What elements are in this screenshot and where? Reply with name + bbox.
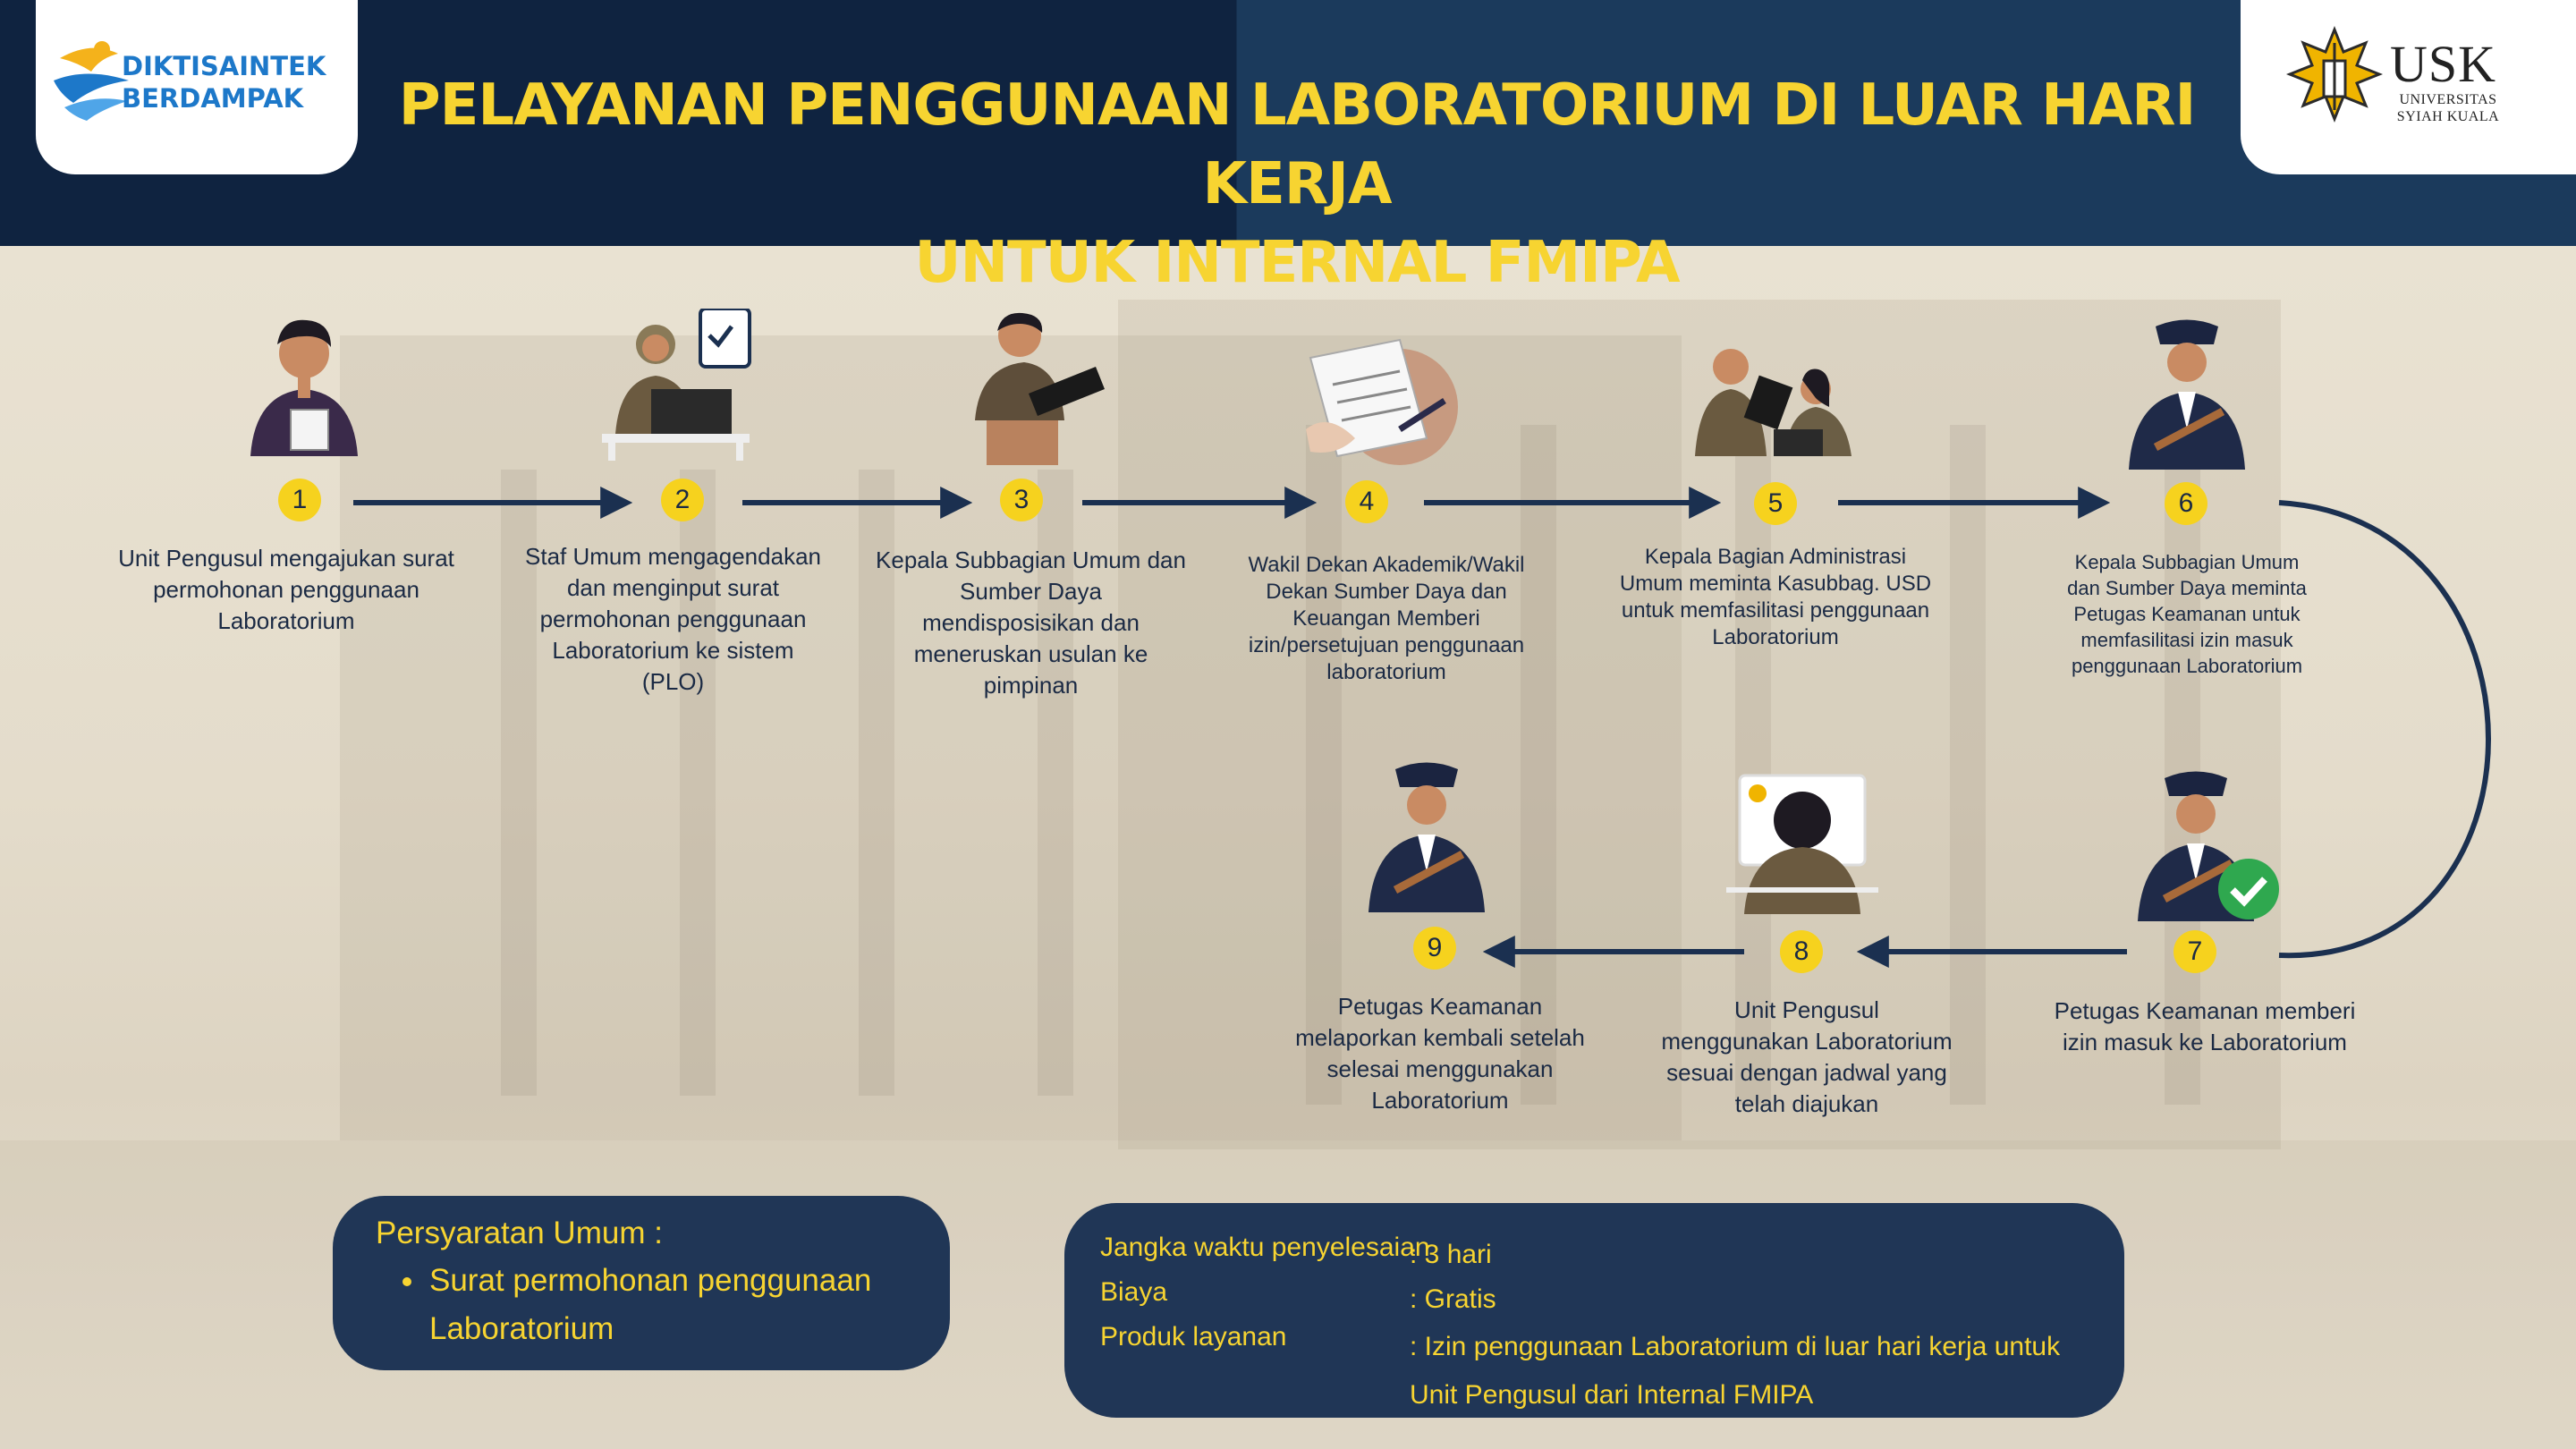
duration-value: : 3 hari [1410, 1240, 1492, 1269]
cost-value: : Gratis [1410, 1284, 1496, 1314]
cost-label: Biaya [1100, 1277, 1168, 1307]
figure-staff-laptop-icon [597, 309, 754, 461]
step-6-description: Kepala Subbagian Umum dan Sumber Daya meminta Petugas Keamanan untuk memfasilitasi izin masuk penggunaan Laboratorium [2067, 551, 2307, 677]
figure-officer-tablet-icon [962, 304, 1105, 465]
step-7-description: Petugas Keamanan memberi izin masuk ke Laboratorium [2054, 997, 2356, 1055]
diktisaintek-line2: BERDAMPAK [122, 83, 304, 114]
step-5-description: Kepala Bagian Administrasi Umum meminta Kasubbag. USD untuk memfasilitasi penggunaan Laboratorium [1619, 545, 1932, 649]
figure-security-guard-icon [2124, 313, 2250, 470]
step-3-number: 3 [1000, 479, 1043, 521]
step-3-description: Kepala Subbagian Umum dan Sumber Daya mendisposisikan dan meneruskan usulan ke pimpinan [876, 547, 1186, 699]
figure-two-staff-icon [1668, 344, 1860, 461]
step-8-description: Unit Pengusul menggunakan Laboratorium sesuai dengan jadwal yang telah diajukan [1661, 996, 1953, 1117]
step-1-number: 1 [278, 479, 321, 521]
step-9-number: 9 [1413, 927, 1456, 970]
step-9-description: Petugas Keamanan melaporkan kembali setelah selesai menggunakan Laboratorium [1295, 993, 1585, 1114]
step-7-number: 7 [2174, 930, 2216, 973]
usk-logo-subtext: UNIVERSITAS SYIAH KUALA [2396, 92, 2500, 124]
figure-security-guard-icon [1364, 756, 1494, 912]
product-label: Produk layanan [1100, 1322, 1287, 1352]
diktisaintek-line1: DIKTISAINTEK [122, 51, 326, 81]
step-2-number: 2 [661, 479, 704, 521]
requirements-item: Surat permohonan penggunaan Laboratorium [429, 1263, 872, 1346]
step-8-number: 8 [1780, 930, 1823, 973]
page-title-line2: UNTUK INTERNAL FMIPA [914, 230, 1680, 296]
document-sign-icon [1301, 331, 1458, 474]
step-1-description: Unit Pengusul mengajukan surat permohonan penggunaan Laboratorium [118, 545, 454, 634]
step-2-description: Staf Umum mengagendakan dan menginput surat permohonan penggunaan Laboratorium ke sistem (PLO) [525, 543, 821, 695]
figure-student-icon [237, 304, 371, 461]
step-6-number: 6 [2165, 482, 2207, 525]
duration-label: Jangka waktu penyelesaian [1100, 1233, 1430, 1262]
figure-user-computer-icon [1722, 771, 1883, 914]
requirements-heading: Persyaratan Umum : [376, 1216, 663, 1250]
service-info-box [1064, 1203, 2124, 1418]
requirements-box [333, 1196, 950, 1370]
page-title-line1: PELAYANAN PENGGUNAAN LABORATORIUM DI LUAR HARI KERJA [398, 72, 2196, 217]
step-5-number: 5 [1754, 482, 1797, 525]
check-circle-icon [2216, 857, 2281, 921]
step-4-description: Wakil Dekan Akademik/Wakil Dekan Sumber Daya dan Keuangan Memberi izin/persetujuan penggunaan laboratorium [1248, 553, 1525, 684]
step-4-number: 4 [1345, 480, 1388, 523]
product-value: : Izin penggunaan Laboratorium di luar hari kerja untuk Unit Pengusul dari Internal FMIPA [1410, 1332, 2061, 1410]
usk-logo-text: USK [2390, 35, 2497, 93]
bullet-icon [402, 1277, 411, 1286]
